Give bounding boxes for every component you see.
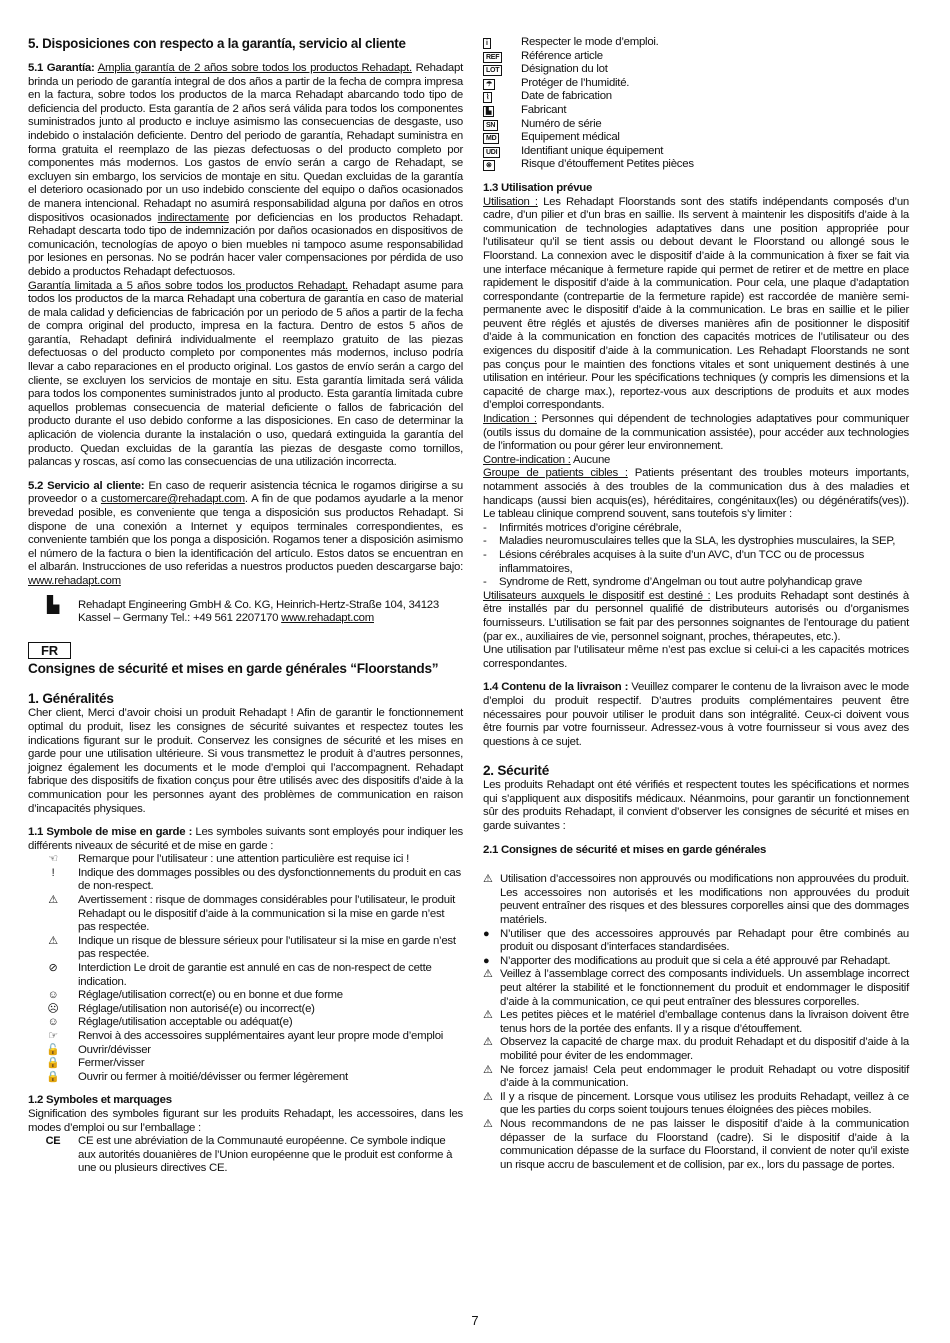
- safety-warning-item: [483, 1118, 909, 1172]
- intended-use-heading: 1.3 Utilisation prévue: [483, 181, 593, 194]
- marking-symbol-row: [483, 104, 909, 118]
- marking-symbol-row: [483, 90, 909, 104]
- warning-symbol-row: [28, 867, 463, 894]
- patient-group-paragraph: Groupe de patients cibles : Patients présentant des troubles moteurs importants, notamment associés à des troubles de la communication dus à des maladies et handicaps (aussi bien acquis(es), héréditaires, congénitaux(les) ou dégénératifs(ves)). Le tableau clinique comprend souvent, sans toutefois s’y limiter :: [483, 467, 909, 521]
- manufacturer-icon: ▙: [46, 596, 60, 614]
- safety-warning-icon: ●: [483, 954, 490, 967]
- marking-symbols-list: [483, 36, 909, 172]
- warning-symbol-icon: 🔒: [46, 1057, 60, 1070]
- contraindication-paragraph: Contre-indication : Aucune: [483, 453, 611, 466]
- warranty-paragraph: 5.1 Garantía: Amplia garantía de 2 años sobre todos los productos Rehadapt. Rehadapt brinda un periodo de garantía integral de dos años a partir de la fecha de compra impresa en la factura, sobre todos los productos de la marca Rehadapt abarcando todo tipo de deficiencia del producto. Esta garantía de 2 años será válida para todos los componentes suministrados junto al producto e incluye asimismo las consecuencias de desgaste, uso indebido o instalación deficiente. Dentro del periodo de garantía, Rehadapt suministra en forma gratuita el reemplazo de las piezas defectuosas o del producto completo por componentes más modernos. Los gastos de envío serán a cargo de Rehadapt, se excluyen sin embargo, los servicios de montaje en situ. Quedan excluidas de la garantía el deterioro ocasionado por un uso indebido consciente del equipo o daños ocasionados de manera intencional. Rehadapt no asumirá responsabilidad alguna por daños en otros dispositivos ocasionados indirectamente por deficiencias en los productos Rehadapt. Rehadapt descarta todo tipo de indemnización por daños ocasionados en dispositivos de comunicación, tecnologías de apoyo o bien muebles ni tampoco asume responsabilidad por lesiones en personas. No se podrán hacer valer compensaciones por pérdida de uso debido a productos Rehadapt defectuosos.: [28, 62, 463, 278]
- dash-bullet: -: [483, 535, 487, 548]
- warning-symbol-row: [28, 853, 463, 867]
- safety-warning-text: Il y a risque de pincement. Lorsque vous utilisez les produits Rehadapt, veillez à ce que les parties du corps soient toujours tenues éloignées des pièces mobiles.: [500, 1090, 909, 1117]
- warning-symbol-icon: 🔒: [46, 1070, 60, 1083]
- marking-symbol-text: Désignation du lot: [521, 63, 608, 76]
- marking-symbol-row: [483, 158, 909, 172]
- marking-symbol-glyph: SN: [483, 120, 498, 131]
- marking-symbol-row: [483, 131, 909, 145]
- warning-symbol-icon: ☜: [48, 853, 58, 866]
- safety-warning-item: [483, 1091, 909, 1118]
- safety-warning-item: [483, 955, 909, 969]
- marking-symbol-icon: [483, 118, 521, 132]
- safety-warnings-list: [483, 873, 909, 1172]
- marking-symbol-icon: [483, 50, 521, 64]
- conditions-list: [483, 522, 909, 590]
- condition-text: Lésions cérébrales acquises à la suite d’un AVC, d’un TCC ou de processus inflammatoires,: [499, 548, 865, 575]
- manufacturer-block: ▙ Rehadapt Engineering GmbH & Co. KG, Heinrich-Hertz-Straße 104, 34123 Kassel – Germany Tel.: +49 561 2207170 www.rehadapt.com: [28, 599, 463, 626]
- ce-text: CE est une abréviation de la Communauté européenne. Ce symbole indique aux autorités douanières de l’Union européenne que le produit est conforme à une ou plusieurs directives CE.: [78, 1135, 453, 1175]
- warning-symbol-text: Fermer/visser: [78, 1057, 145, 1070]
- intended-users-paragraph-2: Une utilisation par l’utilisateur même n’est pas exclue si celui-ci a les capacités motrices correspondantes.: [483, 644, 909, 670]
- safety-warning-text: Veillez à l’assemblage correct des composants individuels. Un assemblage incorrect peut altérer la stabilité et le fonctionnement du produit et endommager le dispositif d’aide à la communication, ce qui peut entraîner des blessures corporelles.: [500, 968, 909, 1008]
- condition-item: [483, 535, 909, 549]
- safety-warning-text: Nous recommandons de ne pas laisser le dispositif d’aide à la communication dépasser de la surface du Floorstand (cadre). Si le dispositif d’aide à la communication dépasse de la surface du Floorstand, il convient de noter qu’il existe un risque accru de basculement et de collision, par ex., lors du passage de portes.: [500, 1117, 909, 1171]
- marking-symbol-text: Fabricant: [521, 103, 567, 116]
- warning-symbol-icon: ☞: [48, 1030, 58, 1042]
- warning-symbol-row: [28, 1003, 463, 1017]
- safety-warning-icon: ⚠: [483, 968, 493, 981]
- condition-item: [483, 576, 909, 590]
- marking-symbol-text: Numéro de série: [521, 117, 602, 130]
- warning-symbol-text: Indique un risque de blessure sérieux pour l’utilisateur si la mise en garde n’est pas respectée.: [78, 934, 456, 961]
- warning-symbol-icon: ☺: [47, 1016, 59, 1029]
- warning-symbol-text: Interdiction Le droit de garantie est annulé en cas de non-respect de cette indication.: [78, 962, 432, 988]
- marking-symbol-icon: [483, 145, 521, 159]
- warning-symbol-icon: ☹: [47, 1002, 59, 1015]
- safety-warning-item: [483, 968, 909, 1009]
- warning-symbol-icon: !: [51, 866, 55, 879]
- fr-doc-title: Consignes de sécurité et mises en garde générales “Floorstands”: [28, 661, 439, 677]
- ce-row: [28, 1135, 463, 1176]
- condition-text: Infirmités motrices d’origine cérébrale,: [499, 521, 682, 534]
- marking-symbol-icon: [483, 104, 521, 118]
- language-badge: FR: [28, 642, 71, 660]
- safety-warning-text: N’apporter des modifications au produit que si cela a été approuvé par Rehadapt.: [500, 954, 891, 967]
- marking-symbol-text: Référence article: [521, 49, 603, 62]
- safety-warning-text: Observez la capacité de charge max. du produit Rehadapt et du dispositif d’aide à la mobilité pour éviter de les endommager.: [500, 1036, 909, 1062]
- safety-warning-icon: ●: [483, 927, 490, 940]
- warranty-heading: 5. Disposiciones con respecto a la garantía, servicio al cliente: [28, 36, 406, 51]
- safety-warnings-heading: 2.1 Consignes de sécurité et mises en garde générales: [483, 843, 767, 856]
- right-column: [483, 36, 909, 1172]
- warning-symbol-text: Réglage/utilisation acceptable ou adéquat(e): [78, 1016, 293, 1029]
- warning-symbol-row: [28, 962, 463, 989]
- warning-symbol-text: Ouvrir ou fermer à moitié/dévisser ou fermer légèrement: [78, 1070, 348, 1083]
- dash-bullet: -: [483, 576, 487, 589]
- safety-warning-text: Ne forcez jamais! Cela peut endommager le produit Rehadapt ou votre dispositif d’aide à la communication.: [500, 1063, 909, 1090]
- warning-symbol-icon: ⚠: [48, 934, 58, 947]
- condition-text: Syndrome de Rett, syndrome d’Angelman ou tout autre polyhandicap grave: [499, 576, 863, 589]
- condition-text: Maladies neuromusculaires telles que la SLA, les dystrophies musculaires, la SEP,: [499, 535, 896, 548]
- warning-symbol-icon: 🔓: [46, 1043, 60, 1056]
- rehadapt-website-link[interactable]: www.rehadapt.com: [28, 574, 121, 587]
- marking-symbol-row: [483, 63, 909, 77]
- safety-warning-icon: ⚠: [483, 1036, 493, 1049]
- safety-warning-icon: ⚠: [483, 1063, 493, 1076]
- warning-symbol-row: [28, 1057, 463, 1071]
- safety-warning-icon: ⚠: [483, 1090, 493, 1103]
- marking-symbol-glyph: UDI: [483, 147, 500, 158]
- marking-symbol-glyph: MD: [483, 133, 499, 144]
- marking-symbol-glyph: ⌇: [483, 92, 492, 103]
- marking-symbol-row: [483, 145, 909, 159]
- warning-symbol-row: [28, 989, 463, 1003]
- markings-heading: 1.2 Symboles et marquages: [28, 1094, 172, 1107]
- marking-symbol-icon: [483, 77, 521, 91]
- marking-symbol-icon: [483, 63, 521, 77]
- marking-symbol-text: Protéger de l’humidité.: [521, 76, 630, 89]
- safety-warning-item: [483, 1036, 909, 1063]
- warning-symbol-text: Indique des dommages possibles ou des dysfonctionnements du produit en cas de non-respect.: [78, 866, 461, 893]
- warning-symbol-icon: ⚠: [48, 894, 58, 907]
- warning-symbol-text: Renvoi à des accessoires supplémentaires ayant leur propre mode d’emploi: [78, 1030, 444, 1042]
- marking-symbol-text: Identifiant unique équipement: [521, 144, 664, 157]
- warning-symbol-row: [28, 1071, 463, 1085]
- marking-symbol-text: Date de fabrication: [521, 90, 612, 103]
- marking-symbol-glyph: ⊗: [483, 160, 495, 171]
- warning-symbol-row: [28, 935, 463, 962]
- safety-warning-icon: ⚠: [483, 1117, 493, 1130]
- safety-warning-item: [483, 928, 909, 955]
- marking-symbol-glyph: REF: [483, 52, 502, 63]
- delivery-content-paragraph: 1.4 Contenu de la livraison : Veuillez comparer le contenu de la livraison avec le mode d’emploi du produit respectif. D’autres produits complémentaires peuvent être nécessaires pour pouvoir utiliser le produit dans son intégralité. Ceux-ci doivent vous être fournis par votre fournisseur. Adressez-vous à votre fournisseur si vous avez des questions à ce sujet.: [483, 681, 910, 748]
- marking-symbol-text: Risque d’étouffement Petites pièces: [521, 158, 694, 171]
- condition-item: [483, 522, 909, 536]
- marking-symbol-row: [483, 36, 909, 50]
- marking-symbol-glyph: ☂: [483, 79, 495, 90]
- safety-warning-text: N’utiliser que des accessoires approuvés par Rehadapt pour être combinés au produit ou disposant d’interfaces standardisées.: [500, 927, 909, 954]
- warning-symbol-text: Avertissement : risque de dommages considérables pour l’utilisateur, le produit Rehadapt ou le dispositif d’aide à la communication si la mise en garde n’est pas respectée.: [78, 894, 456, 934]
- warning-symbol-row: [28, 894, 463, 935]
- marking-symbol-glyph: i: [483, 38, 491, 49]
- marking-symbol-glyph: LOT: [483, 65, 502, 76]
- marking-symbol-icon: [483, 36, 521, 50]
- marking-symbol-text: Respecter le mode d’emploi.: [521, 36, 659, 48]
- safety-warning-item: [483, 1064, 909, 1091]
- marking-symbol-icon: [483, 90, 521, 104]
- dash-bullet: -: [483, 548, 487, 561]
- dash-bullet: -: [483, 521, 487, 534]
- marking-symbol-row: [483, 118, 909, 132]
- warning-symbols-list: [28, 853, 463, 1084]
- warning-symbol-text: Remarque pour l’utilisateur : une attention particulière est requise ici !: [78, 853, 409, 866]
- manufacturer-website-link[interactable]: www.rehadapt.com: [281, 612, 374, 625]
- intended-use-paragraph: Utilisation : Les Rehadapt Floorstands sont des statifs indépendants composés d’un cadre, d’un pilier et d’un bras en saillie. Ils servent à maintenir les dispositifs d’aide à la communication de technologies adaptatives dans une position appropriée pour l’utilisateur qu’il se tient assis ou debout devant le Floorstand ou allongé sous le Floorstand. La connexion avec le dispositif d’aide à la communication à fixer se fait via une interface mécanique à fermeture rapide qui permet de retirer et de mettre en place rapidement le dispositif d’aide à la communication. Pour cela, une plaque d’adaptation correspondante (contrepartie de la fermeture rapide) est raccordée de manière semi-permanente avec le dispositif d’aide à la communication. Le bras en saillie et le pilier peuvent être réglés et ajustés de diverses manières afin de positionner le dispositif d’aide à la communication en fonction des capacités motrices de l’utilisateur ou des exigences du dispositif d’aide à la communication. Les Rehadapt Floorstands ne sont pas conçus pour le maintien des fonctions vitales et sont uniquement destinés à une utilisation en intérieur. Pour les spécifications techniques (y compris les dimensions et la capacité de charge max.), reportez-vous aux descriptions de produits et aux modes d’emploi correspondants.: [483, 195, 909, 412]
- marking-symbol-icon: [483, 131, 521, 145]
- marking-symbol-row: [483, 50, 909, 64]
- safety-warning-text: Les petites pièces et le matériel d’emballage contenus dans la livraison doivent être tenus hors de la portée des enfants. Il y a risque d’étouffement.: [500, 1009, 909, 1035]
- warning-symbol-icon: ⊘: [48, 962, 58, 975]
- safety-warning-icon: ⚠: [483, 1009, 493, 1022]
- warning-symbols-intro: 1.1 Symbole de mise en garde : Les symboles suivants sont employés pour indiquer les différents niveaux de sécurité et de mise en garde :: [28, 826, 463, 852]
- marking-symbol-glyph: ▙: [483, 106, 494, 117]
- safety-warning-item: [483, 873, 909, 927]
- safety-warning-text: Utilisation d’accessoires non approuvés ou modifications non approuvées du produit. Les accessoires non autorisés et les modifications non approuvées du produit peuvent entraîner des risques et des blessures corporelles ainsi que des dommages matériels.: [500, 873, 909, 927]
- indication-paragraph: Indication : Personnes qui dépendent de technologies adaptatives pour communiquer (outils issus du domaine de la communication assistée), pour accéder aux technologies de l’information ou pour gérer leur environnement.: [483, 413, 909, 453]
- safety-paragraph: Les produits Rehadapt ont été vérifiés et respectent toutes les spécifications et normes qui s’appliquent aux dispositifs médicaux. Néanmoins, pour garantir un fonctionnement sûr des produits Rehadapt, il convient d’observer les consignes de sécurité et mises en garde suivantes :: [483, 779, 909, 833]
- left-column: [28, 36, 463, 1176]
- safety-warning-icon: ⚠: [483, 873, 493, 886]
- safety-heading: 2. Sécurité: [483, 763, 550, 779]
- warning-symbol-text: Réglage/utilisation non autorisé(e) ou incorrect(e): [78, 1002, 315, 1015]
- marking-symbol-text: Equipement médical: [521, 131, 620, 144]
- warning-symbol-row: [28, 1030, 463, 1044]
- customer-email-link[interactable]: customercare@rehadapt.com: [100, 493, 245, 506]
- customer-service-paragraph: 5.2 Servicio al cliente: En caso de requerir asistencia técnica le rogamos dirigirse a su proveedor o a customercare@rehadapt.com. A fin de que podamos ayudarle a la menor brevedad posible, es conveniente que tenga a disposición sus productos Rehadapt. Si dispone de una conexión a Internet y equipos terminales correspondientes, es conveniente también que los ponga a disposición. Rogamos tener a disposición asimismo el número de la factura o bien la identificación del artículo. Estos datos se encuentran en el albarán. Instrucciones de uso referidas a nuestros productos pueden descargarse bajo: www.rehadapt.com: [28, 479, 463, 587]
- marking-symbol-icon: [483, 158, 521, 172]
- warning-symbol-row: [28, 1016, 463, 1030]
- markings-intro: Signification des symboles figurant sur les produits Rehadapt, les accessoires, dans les modes d’emploi ou sur l’emballage :: [28, 1107, 463, 1134]
- page-number: 7: [471, 1313, 479, 1328]
- warning-symbol-text: Réglage/utilisation correct(e) ou en bonne et due forme: [78, 989, 343, 1002]
- warning-symbol-text: Ouvrir/dévisser: [78, 1043, 151, 1056]
- warning-symbol-row: [28, 1044, 463, 1058]
- condition-item: [483, 549, 909, 576]
- general-paragraph: Cher client, Merci d’avoir choisi un produit Rehadapt ! Afin de garantir le fonctionnement optimal du produit, lisez les consignes de sécurité suivantes et respectez toutes les indications figurant sur le produit. Conservez les consignes de sécurité et les mises en garde pour une utilisation ultérieure. Si vous transmettez le produit à d’autres personnes, joignez également les documents et le mode d’emploi qui l’accompagnent. Rehadapt fabrique des dispositifs de fixation conçus pour être utilisés avec des dispositifs d’aide à la communication pour les personnes ayant des problèmes de communication en raison d’incapacités physiques.: [28, 707, 463, 815]
- general-heading: 1. Généralités: [28, 691, 114, 707]
- marking-symbol-row: [483, 77, 909, 91]
- intended-users-paragraph: Utilisateurs auxquels le dispositif est destiné : Les produits Rehadapt sont destinés à être installés par du personnel qualifié de distributeurs autorisés ou d’organismes fournisseurs. L’utilisation se fait par des personnes soignantes de l’entourage du patient (par ex., auxiliaires de vie, personnel soignant, proches, thérapeutes, etc.).: [483, 589, 909, 643]
- warning-symbol-icon: ☺: [47, 989, 59, 1002]
- ce-mark-icon: CE: [45, 1135, 61, 1148]
- limited-warranty-paragraph: Garantía limitada a 5 años sobre todos los productos Rehadapt. Rehadapt asume para todos los productos de la marca Rehadapt una cobertura de garantía en caso de material de mala calidad y deficiencias de fabricación por un periodo de 5 años a partir de la fecha de compra original del producto, impresa en la factura. Dentro de estos 5 años de garantía, Rehadapt definirá individualmente el reemplazo gratuito de las piezas defectuosas o del producto completo por componentes más modernos, incluso podría llevar a cabo reparaciones en el producto original. Los gastos de envío serán a cargo del cliente, se excluyen los servicios de montaje en situ. Esta garantía limitada será válida para todos los componentes suministrados junto al producto. Esta garantía limitada cubre aquellos problemas consecuencia de material deficiente o fallos de fabricación del producto durante el uso debido conforme a las disposiciones. En caso de determinar la aplicación de violencia durante la instalación o uso, quedará extinguida la garantía del producto. Quedan excluidas de la garantía las piezas de desgaste como tornillos, palancas y roscas, así como las consecuencias de una utilización incorrecta.: [28, 279, 463, 469]
- safety-warning-item: [483, 1009, 909, 1036]
